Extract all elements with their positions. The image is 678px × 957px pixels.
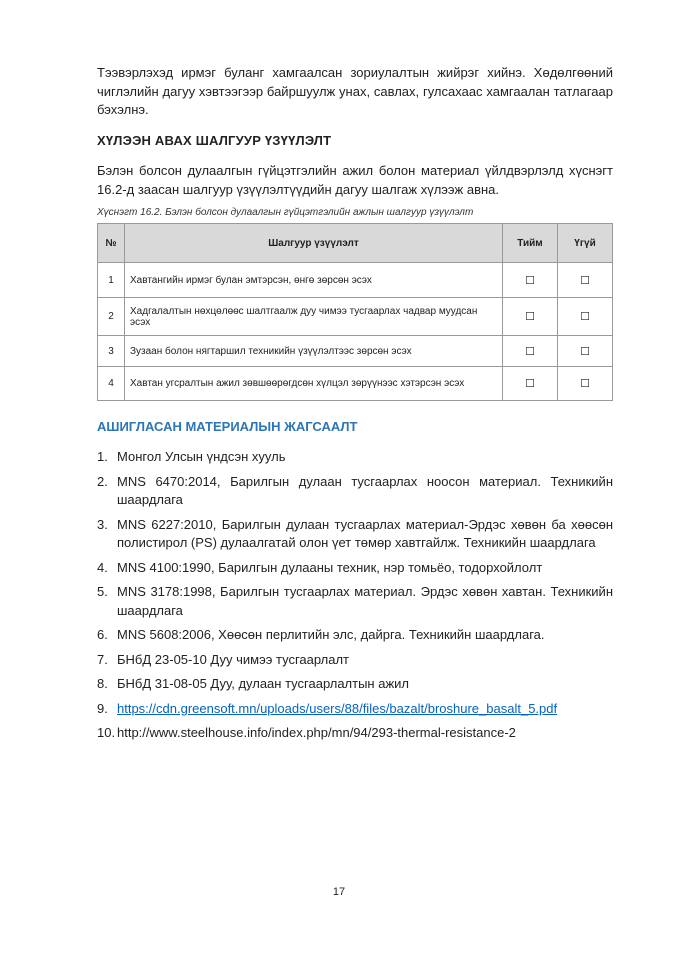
references-heading: АШИГЛАСАН МАТЕРИАЛЫН ЖАГСААЛТ: [97, 419, 358, 434]
yes-checkbox[interactable]: ☐: [503, 367, 558, 401]
row-criterion: Зузаан болон нягтаршил техникийн үзүүлэлтээс зөрсөн эсэх: [125, 336, 503, 367]
reference-item: [97, 583, 613, 620]
reference-number: 4.: [97, 559, 108, 575]
row-number: 4: [98, 367, 125, 401]
header-no: Үгүй: [558, 224, 613, 263]
reference-number: 8.: [97, 676, 108, 691]
reference-number: 6.: [97, 627, 108, 642]
reference-text: MNS 5608:2006, Хөөсөн перлитийн элс, дайрга. Техникийн шаардлага.: [117, 627, 545, 642]
header-number: №: [98, 224, 125, 263]
no-checkbox[interactable]: ☐: [558, 367, 613, 401]
reference-text: MNS 4100:1990, Барилгын дулааны техник, нэр томьёо, тодорхойлолт: [117, 559, 543, 575]
page-number: 17: [332, 886, 346, 898]
header-criterion: Шалгуур үзүүлэлт: [125, 224, 503, 263]
row-criterion: Хадгалалтын нөхцөлөөс шалтгаалж дуу чимээ тусгаарлах чадвар муудсан эсэх: [125, 298, 503, 336]
reference-number: 1.: [97, 449, 108, 464]
criteria-paragraph: Бэлэн болсон дулаалгын гүйцэтгэлийн ажил болон материал үйлдвэрлэлд хүснэгт 16.2-д заасан шалгуур үзүүлэлтүүдийн дагуу шалгаж хүлээж авна.: [97, 163, 613, 197]
no-checkbox[interactable]: ☐: [558, 298, 613, 336]
reference-item: [97, 473, 613, 510]
reference-text: MNS 6227:2010, Барилгын дулаан тусгаарлах материал-Эрдэс хөвөн ба хөөсөн полистирол (PS) дулаалгатай олон үет төмөр хавтгайлж. Техникийн шаардлага: [117, 516, 613, 550]
reference-text: http://www.steelhouse.info/index.php/mn/94/293-thermal-resistance-2: [117, 725, 516, 740]
table-row: [98, 336, 613, 367]
row-number: 3: [98, 336, 125, 367]
yes-checkbox[interactable]: ☐: [503, 336, 558, 367]
reference-item: [97, 651, 613, 670]
row-number: 2: [98, 298, 125, 336]
reference-item: [97, 626, 613, 645]
criteria-table: [97, 223, 613, 401]
reference-text: БНбД 23-05-10 Дуу чимээ тусгаарлалт: [117, 651, 349, 667]
table-caption: Хүснэгт 16.2. Бэлэн болсон дулаалгын гүйцэтгэлийн ажлын шалгуур үзүүлэлт: [97, 207, 474, 218]
intro-paragraph: Тээвэрлэхэд ирмэг буланг хамгаалсан зориулалтын жийрэг хийнэ. Хөдөлгөөний чиглэлийн дагуу хэвтээгээр байршуулж унах, савлах, гулсахаас хамгаалан татлагаар бэхэлнэ.: [97, 65, 613, 117]
row-criterion: Хавтангийн ирмэг булан эмтэрсэн, өнгө зөрсөн эсэх: [125, 263, 503, 298]
reference-text: Монгол Улсын үндсэн хууль: [117, 449, 286, 464]
table-row: [98, 263, 613, 298]
reference-number: 9.: [97, 700, 108, 716]
criteria-heading: ХҮЛЭЭН АВАХ ШАЛГУУР ҮЗҮҮЛЭЛТ: [97, 133, 332, 148]
reference-text: MNS 6470:2014, Барилгын дулаан тусгаарлах ноосон материал. Техникийн шаардлага: [117, 473, 613, 507]
reference-link[interactable]: https://cdn.greensoft.mn/uploads/users/88/files/bazalt/broshure_basalt_5.pdf: [117, 700, 558, 716]
reference-number: 3.: [97, 516, 108, 532]
references-list: [97, 448, 613, 749]
reference-item: [97, 700, 613, 719]
no-checkbox[interactable]: ☐: [558, 336, 613, 367]
row-number: 1: [98, 263, 125, 298]
reference-number: 7.: [97, 651, 108, 667]
reference-item: [97, 559, 613, 578]
table-header-row: [98, 224, 613, 263]
reference-item: [97, 448, 613, 467]
reference-number: 2.: [97, 473, 108, 489]
reference-number: 5.: [97, 584, 108, 599]
table-row: [98, 367, 613, 401]
reference-item: [97, 724, 613, 743]
header-yes: Тийм: [503, 224, 558, 263]
yes-checkbox[interactable]: ☐: [503, 298, 558, 336]
reference-text: MNS 3178:1998, Барилгын тусгаарлах материал. Эрдэс хөвөн хавтан. Техникийн шаардлага: [117, 584, 613, 618]
reference-item: [97, 516, 613, 553]
reference-number: 10.: [97, 725, 116, 740]
yes-checkbox[interactable]: ☐: [503, 263, 558, 298]
table-row: [98, 298, 613, 336]
no-checkbox[interactable]: ☐: [558, 263, 613, 298]
reference-item: [97, 675, 613, 694]
reference-text: БНбД 31-08-05 Дуу, дулаан тусгаарлалтын ажил: [117, 676, 409, 691]
row-criterion: Хавтан угсралтын ажил зөвшөөрөгдсөн хүлцэл зөрүүнээс хэтэрсэн эсэх: [125, 367, 503, 401]
